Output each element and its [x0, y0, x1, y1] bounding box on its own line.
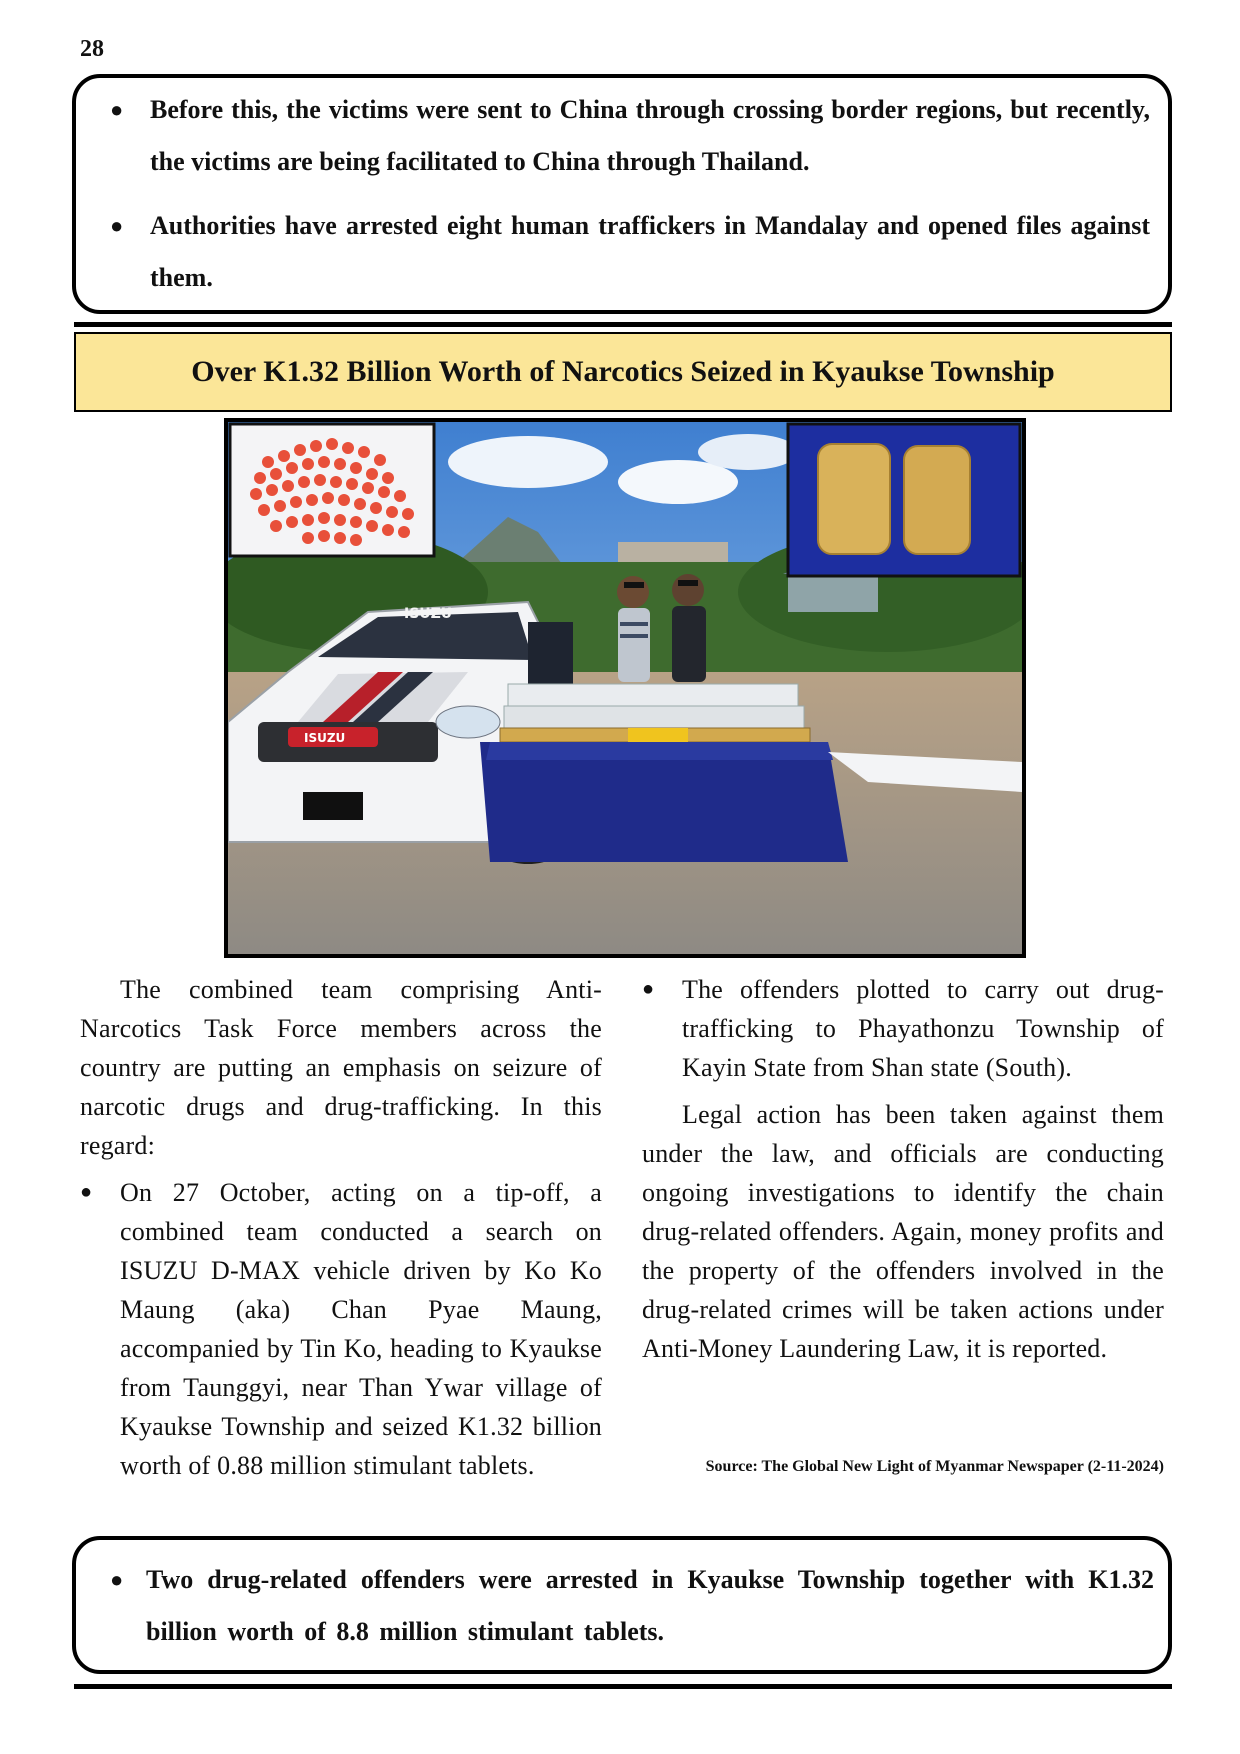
article-bullets-right — [642, 970, 1164, 1087]
article-bullet-text: On 27 October, acting on a tip-off, a combined team conducted a search on ISUZU D-MAX vehicle driven by Ko Ko Maung (aka) Chan Pyae Maung, accompanied by Tin Ko, heading to Kyaukse from Taunggyi, near Than Ywar village of Kyaukse Township and seized K1.32 billion worth of 0.88 million stimulant tablets. — [120, 1178, 602, 1480]
summary-list-bottom — [76, 1540, 1168, 1658]
summary-text: Two drug-related offenders were arrested in Kyaukse Township together with K1.32 billion worth of 8.8 million stimulant tablets. — [146, 1565, 1154, 1646]
article-bullet — [80, 1173, 602, 1485]
summary-item — [98, 84, 1150, 188]
article-paragraph: Legal action has been taken against them under the law, and officials are conducting ongoing investigations to identify the chain drug-related offenders. Again, money profits and the property of the offenders involved in the drug-related crimes will be taken actions under Anti-Money Laundering Law, it is reported. — [642, 1100, 1164, 1363]
bullet-icon: ● — [642, 978, 655, 1000]
bullet-icon: ● — [80, 1181, 93, 1203]
headline-text: Over K1.32 Billion Worth of Narcotics Seized in Kyaukse Township — [191, 355, 1055, 388]
page-number: 28 — [80, 36, 104, 62]
summary-item — [98, 1554, 1154, 1658]
bullet-icon: ● — [110, 213, 124, 238]
article-bullet — [642, 970, 1164, 1087]
summary-box-bottom — [72, 1536, 1172, 1674]
summary-text: Authorities have arrested eight human traffickers in Mandalay and opened files against them. — [150, 211, 1150, 292]
news-photo — [224, 418, 1026, 958]
article-bullet-text: The offenders plotted to carry out drug-trafficking to Phayathonzu Township of Kayin State from Shan state (South). — [682, 975, 1164, 1082]
summary-item — [98, 200, 1150, 304]
summary-text: Before this, the victims were sent to China through crossing border regions, but recently, the victims are being facilitated to China through Thailand. — [150, 95, 1150, 176]
article-column-right — [642, 970, 1164, 1368]
bullet-icon: ● — [110, 1567, 124, 1592]
article-column-left — [80, 970, 602, 1485]
article-bullets-left — [80, 1173, 602, 1485]
photo-illustration — [228, 422, 1022, 954]
summary-list-top — [76, 78, 1168, 304]
grille-brand: ISUZU — [304, 731, 346, 745]
article-intro: The combined team comprising Anti-Narcotics Task Force members across the country are putting an emphasis on seizure of narcotic drugs and drug-trafficking. In this regard: — [80, 975, 602, 1160]
divider-rule — [74, 1684, 1172, 1689]
summary-box-top — [72, 74, 1172, 314]
headline-banner — [74, 332, 1172, 412]
divider-rule — [74, 322, 1172, 327]
source-citation: Source: The Global New Light of Myanmar Newspaper (2-11-2024) — [705, 1458, 1164, 1475]
windshield-brand: ISUZU — [404, 606, 453, 622]
bullet-icon: ● — [110, 97, 124, 122]
